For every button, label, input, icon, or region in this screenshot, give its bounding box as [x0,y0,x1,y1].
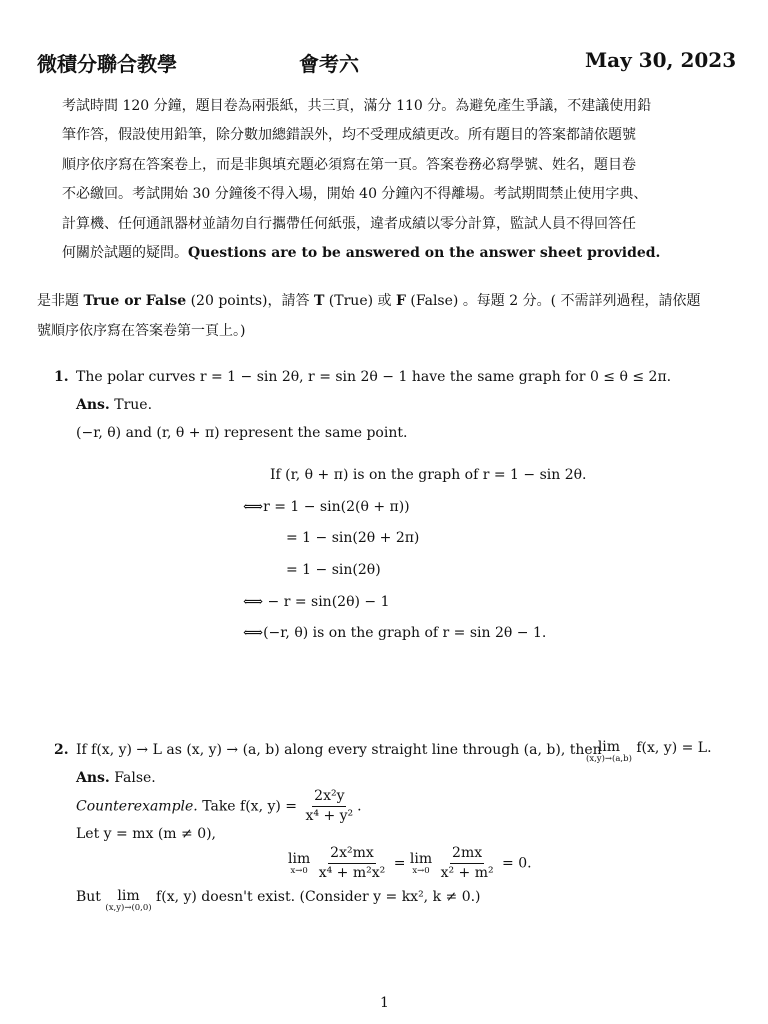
q1-step5: ⟺(−r, θ) is on the graph of r = sin 2θ − 1. [243,625,547,641]
q2-limit-computation [288,845,532,882]
tf-f-word: (False) [405,293,463,309]
instruction-line: 順序依序寫在答案卷上，而是非與填充題必須寫在第一頁。答案卷務必寫學號、姓名，題目卷 [62,156,636,173]
tf-heading-line1 [37,286,701,316]
but-tail: f(x, y) doesn't exist. (Consider y = kx², k ≠ 0.) [156,889,481,905]
exam-instructions [62,92,722,268]
q1-step3: = 1 − sin(2θ) [286,562,381,578]
f-definition-fraction [303,788,355,825]
q2-statement-pre: If f(x, y) → L as (x, y) → (a, b) along every straight line through (a, b), then [76,742,602,758]
q2-answer [76,770,156,786]
instruction-line: 考試時間 120 分鐘，題目卷為兩張紙，共三頁，滿分 110 分。為避免產生爭議，不建議使用鉛 [62,98,652,114]
q2-number: 2. [54,742,69,758]
lim-word: lim [409,850,433,867]
fraction-denominator: x⁴ + m²x² [318,865,386,881]
counter-label: Counterexample. [76,798,198,815]
instruction-en: Questions are to be answered on the answer sheet provided. [188,245,661,262]
instruction-line-last [62,239,722,268]
lim-subscript: x→0 [412,865,430,876]
q2-ans-label: Ans. [76,770,110,786]
tf-title: True or False [83,293,187,309]
exam-date: May 30, 2023 [585,48,737,72]
q2-but [76,889,481,913]
fraction-numerator: 2x²y [312,788,346,807]
fraction-numerator: 2mx [450,845,484,864]
q1-ans-label: Ans. [76,397,110,413]
exam-title: 會考六 [299,52,359,76]
lim-subscript: (x,y)→(a,b) [586,754,632,764]
q1-step1: ⟺r = 1 − sin(2(θ + π)) [243,499,410,515]
q1-ans-value: True. [114,397,153,413]
q2-statement [76,742,602,758]
fraction-2 [439,845,496,882]
but-text: But [76,889,101,905]
q2-let: Let y = mx (m ≠ 0), [76,826,217,842]
fraction-1 [317,845,388,882]
lim-operator [410,852,432,876]
q1-note: (−r, θ) and (r, θ + π) represent the same point. [76,425,408,441]
page-number: 1 [380,995,389,1011]
course-title: 微積分聯合教學 [37,52,177,76]
q1-step2: = 1 − sin(2θ + 2π) [286,530,420,546]
lim-operator [288,852,310,876]
tf-section-heading [37,286,701,346]
lim-subscript: x→0 [290,865,308,876]
instruction-line: 計算機、任何通訊器材並請勿自行攜帶任何紙張，違者成績以零分計算，監試人員不得回答任 [62,215,636,232]
fraction-numerator: 2x²mx [328,845,376,864]
fraction-denominator: x² + m² [440,865,494,881]
tf-instr: ，請答 [267,293,314,309]
instruction-line: 不必繳回。考試開始 30 分鐘後不得入場，開始 40 分鐘內不得離場。考試期間禁止使用字典、 [62,186,648,203]
fraction-denominator: x⁴ + y² [305,808,354,824]
q1-step4: ⟺ − r = sin(2θ) − 1 [243,594,390,610]
equals-sign: = [393,855,406,872]
tf-tail: 。每題 2 分。( 不需詳列過程，請依題 [462,293,701,309]
instruction-zh: 何關於試題的疑問。 [62,245,188,262]
tf-points: (20 points) [190,293,268,309]
lim-word: lim [597,739,621,755]
instruction-line: 筆作答，假設使用鉛筆，除分數加總錯誤外，均不受理成績更改。所有題目的答案都請依題號 [62,127,636,144]
q2-limit [586,740,712,764]
lim-word: lim [288,850,311,867]
tf-t: T [313,293,325,309]
tf-f: F [395,293,406,309]
q1-number: 1. [54,369,69,385]
q1-statement: The polar curves r = 1 − sin 2θ, r = sin 2θ − 1 have the same graph for 0 ≤ θ ≤ 2π. [76,369,672,385]
lim-word: lim [117,888,140,904]
q2-counterexample: Counterexample. Take f(x, y) = $\frac{\text{2x²y}}{\text{x⁴ + y²}}$ . [76,788,362,824]
tf-t-word: (True) 或 [324,293,396,309]
lim-subscript: (x,y)→(0,0) [105,903,152,913]
tf-prefix: 是非題 [37,293,84,309]
q1-step0: If (r, θ + π) is on the graph of r = 1 − sin 2θ. [270,467,587,483]
q2-ans-value: False. [114,770,156,786]
q2-statement-post: f(x, y) = L. [636,740,712,756]
equals-zero: = 0. [502,855,532,872]
tf-heading-line2: 號順序依序寫在答案卷第一頁上。) [37,323,246,339]
q1-answer [76,397,152,413]
q2-lim-operator [586,740,632,764]
counter-text: Take f(x, y) = [202,798,298,815]
lim-operator [105,889,151,913]
